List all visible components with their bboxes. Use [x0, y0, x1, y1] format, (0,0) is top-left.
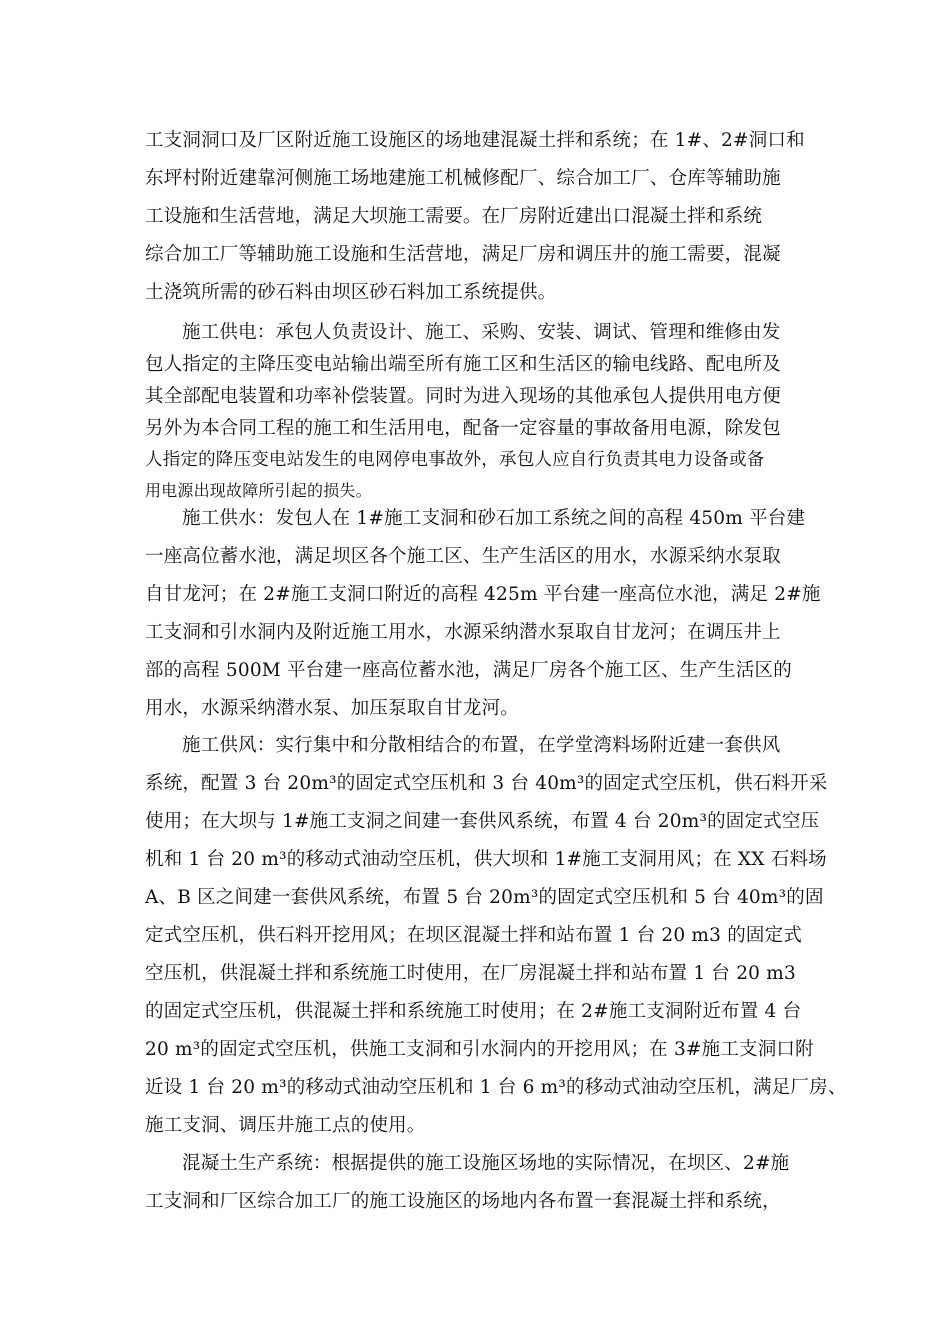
text-line: 近设 1 台 20 m³的移动式油动空压机和 1 台 6 m³的移动式油动空压机，满足厂房、: [145, 1077, 847, 1098]
text-line: 东坪村附近建靠河侧施工场地建施工机械修配厂、综合加工厂、仓库等辅助施: [145, 168, 781, 189]
text-line: 人指定的降压变电站发生的电网停电事故外，承包人应自行负责其电力设备或备: [145, 450, 765, 470]
text-line: 包人指定的主降压变电站输出端至所有施工区和生活区的输电线路、配电所及: [145, 354, 781, 375]
text-line: 施工供风：实行集中和分散相结合的布置，在学堂湾料场附近建一套供风: [182, 735, 781, 756]
text-line: 另外为本合同工程的施工和生活用电，配备一定容量的事故备用电源，除发包: [145, 418, 781, 439]
text-line: 一座高位蓄水池，满足坝区各个施工区、生产生活区的用水，水源采纳水泵取: [145, 546, 781, 567]
text-line: 20 m³的固定式空压机，供施工支洞和引水洞内的开挖用风；在 3#施工支洞口附: [145, 1039, 814, 1060]
text-line: 部的高程 500M 平台建一座高位蓄水池，满足厂房各个施工区、生产生活区的: [145, 660, 792, 681]
text-line: 施工供水：发包人在 1#施工支洞和砂石加工系统之间的高程 450m 平台建: [182, 508, 806, 529]
text-line: 土浇筑所需的砂石料由坝区砂石料加工系统提供。: [145, 282, 557, 303]
text-line: 工支洞和厂区综合加工厂的施工设施区的场地内各布置一套混凝土拌和系统，: [145, 1191, 781, 1212]
text-line: 的固定式空压机，供混凝土拌和系统施工时使用；在 2#施工支洞附近布置 4 台: [145, 1001, 802, 1022]
text-line: 施工供电：承包人负责设计、施工、采购、安装、调试、管理和维修由发: [182, 322, 781, 343]
text-line: A、B 区之间建一套供风系统，布置 5 台 20m³的固定式空压机和 5 台 40m³的固: [145, 887, 824, 908]
text-line: 工支洞洞口及厂区附近施工设施区的场地建混凝土拌和系统；在 1#、2#洞口和: [145, 130, 805, 151]
text-line: 其全部配电装置和功率补偿装置。同时为进入现场的其他承包人提供用电方便: [145, 386, 781, 407]
text-line: 混凝土生产系统：根据提供的施工设施区场地的实际情况，在坝区、2#施: [182, 1153, 790, 1174]
text-line: 用水，水源采纳潜水泵、加压泵取自甘龙河。: [145, 698, 520, 719]
text-line: 定式空压机，供石料开挖用风；在坝区混凝土拌和站布置 1 台 20 m3 的固定式: [145, 925, 803, 946]
text-line: 空压机，供混凝土拌和系统施工时使用，在厂房混凝土拌和站布置 1 台 20 m3: [145, 963, 796, 984]
text-line: 使用；在大坝与 1#施工支洞之间建一套供风系统，布置 4 台 20m³的固定式空压: [145, 811, 820, 832]
text-line: 施工支洞、调压井施工点的使用。: [145, 1115, 426, 1136]
text-line: 用电源出现故障所引起的损失。: [145, 481, 372, 500]
text-line: 工支洞和引水洞内及附近施工用水，水源采纳潜水泵取自甘龙河；在调压井上: [145, 622, 781, 643]
text-line: 工设施和生活营地，满足大坝施工需要。在厂房附近建出口混凝土拌和系统: [145, 206, 763, 227]
text-line: 自甘龙河；在 2#施工支洞口附近的高程 425m 平台建一座高位水池，满足 2#施: [145, 584, 821, 605]
text-line: 综合加工厂等辅助施工设施和生活营地，满足厂房和调压井的施工需要，混凝: [145, 244, 781, 265]
text-line: 机和 1 台 20 m³的移动式油动空压机，供大坝和 1#施工支洞用风；在 XX 石料场: [145, 849, 827, 870]
text-line: 系统，配置 3 台 20m³的固定式空压机和 3 台 40m³的固定式空压机，供石料开采: [145, 773, 828, 794]
